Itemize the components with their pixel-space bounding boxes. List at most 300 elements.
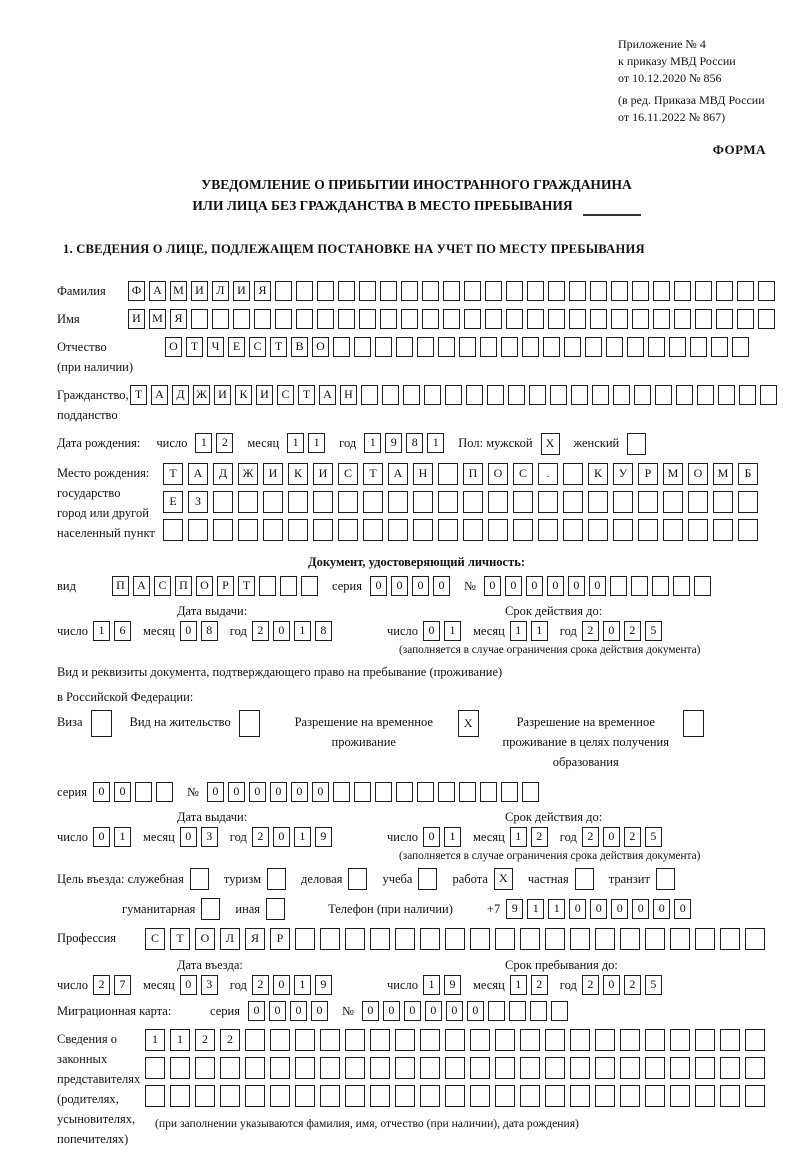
sex-male-checkbox [541,433,564,455]
form-cell: А [133,576,150,596]
form-cell: С [338,463,358,485]
form-cell: И [256,385,273,405]
form-cell [438,782,455,802]
form-cell [296,281,313,301]
validity-note: (заполняется в случае ограничения срока действия документа) [399,850,701,862]
res-valid-day-cells [423,827,465,847]
form-cell: З [188,491,208,513]
form-cell [420,1029,440,1051]
firstname-label: Имя [57,312,80,326]
year-label: год [559,977,577,992]
phone-cells [506,899,695,919]
purpose-humanitarian-label: гуманитарная [122,901,196,916]
birthplace-row [57,463,776,547]
form-cell [348,868,367,890]
form-cell [438,337,455,357]
form-cell: И [214,385,231,405]
form-cell: 0 [590,899,607,919]
migration-card-label: Миграционная карта: [57,1004,172,1018]
form-cell [463,519,483,541]
purpose-private-label: частная [527,871,569,886]
form-cell [648,337,665,357]
form-cell: 0 [207,782,224,802]
form-cell [620,1085,640,1107]
form-cell [418,868,437,890]
birthplace-cells-row1 [163,463,763,485]
form-cell [716,309,733,329]
form-cell [445,1057,465,1079]
form-cell [695,309,712,329]
form-cell [295,1057,315,1079]
citizenship-row [57,385,776,425]
form-cell [487,385,504,405]
day-label: число [387,623,419,638]
form-cell [480,337,497,357]
form-cell [720,1085,740,1107]
form-cell: 0 [290,1001,307,1021]
birthplace-label-line1: Место рождения: [57,466,150,480]
stay-year-cells [582,975,666,995]
form-cell: 2 [252,827,269,847]
entry-dates-block [57,958,776,995]
form-cell: М [170,281,187,301]
form-cell [570,1029,590,1051]
form-cell [522,337,539,357]
form-cell [645,1085,665,1107]
month-label: месяц [143,623,175,638]
form-cell [513,491,533,513]
form-cell: 0 [180,975,197,995]
form-cell: 0 [93,782,110,802]
form-cell [620,1057,640,1079]
form-cell [548,281,565,301]
patronymic-row [57,337,776,377]
form-cell [688,519,708,541]
form-cell [345,928,365,950]
form-cell: Д [213,463,233,485]
form-cell [592,385,609,405]
form-cell [317,281,334,301]
form-cell [361,385,378,405]
form-cell [690,337,707,357]
form-cell: 1 [510,827,527,847]
form-cell [270,1085,290,1107]
form-cell: 0 [370,576,387,596]
res-number-cells [207,782,543,802]
residence-dates-block [57,810,776,862]
form-cell: Н [340,385,357,405]
doc-kind-label: вид [57,579,76,593]
form-cell [538,519,558,541]
guardians-cells-row1 [145,1029,770,1051]
form-cell: 0 [312,782,329,802]
form-cell: Т [186,337,203,357]
form-cell [745,1057,765,1079]
form-cell [720,1029,740,1051]
citizenship-label [57,385,130,425]
form-cell [506,281,523,301]
month-label: месяц [473,977,505,992]
form-cell [320,1085,340,1107]
form-cell [545,1085,565,1107]
stay-day-cells [423,975,465,995]
form-cell: О [195,928,215,950]
form-cell [543,337,560,357]
form-cell: 5 [645,827,662,847]
doc-issue-year-cells [252,621,336,641]
form-cell [354,782,371,802]
form-cell: И [233,281,250,301]
form-cell: И [128,309,145,329]
form-cell: А [188,463,208,485]
form-cell: Е [163,491,183,513]
year-label: год [559,829,577,844]
form-cell [301,576,318,596]
form-cell: 0 [603,975,620,995]
form-cell: С [513,463,533,485]
form-cell [156,782,173,802]
form-cell [613,519,633,541]
form-cell: Р [270,928,290,950]
form-cell [632,309,649,329]
form-cell: С [249,337,266,357]
form-cell [638,519,658,541]
form-cell: 2 [531,827,548,847]
form-cell: 0 [467,1001,484,1021]
patronymic-label-line1: Отчество [57,340,107,354]
form-cell [673,576,690,596]
form-cell [527,309,544,329]
res-valid-until-header: Срок действия до: [505,810,603,824]
form-cell [438,463,458,485]
form-cell: Р [217,576,234,596]
form-cell: Ч [207,337,224,357]
form-cell: 0 [568,576,585,596]
form-cell [595,1057,615,1079]
visa-checkbox [91,710,116,737]
form-cell [345,1057,365,1079]
birthdate-row [57,433,776,455]
form-cell [195,1085,215,1107]
form-cell [480,782,497,802]
form-cell: К [588,463,608,485]
doc-valid-day-cells [423,621,465,641]
form-cell [590,309,607,329]
annex-line: от 10.12.2020 № 856 [618,71,722,85]
form-cell [613,491,633,513]
form-cell: 0 [569,899,586,919]
doc-issue-month-cells [180,621,222,641]
form-cell: 8 [315,621,332,641]
form-cell [382,385,399,405]
form-cell [611,309,628,329]
form-cell [263,491,283,513]
form-cell [359,281,376,301]
form-cell [520,1057,540,1079]
form-cell: 1 [170,1029,190,1051]
form-cell [520,1085,540,1107]
form-cell: П [112,576,129,596]
guardians-label [57,1029,145,1149]
form-cell [413,519,433,541]
form-cell [396,337,413,357]
res-valid-month-cells [510,827,552,847]
year-label: год [229,829,247,844]
form-cell: Т [163,463,183,485]
residence-doc-number-row [57,782,776,802]
form-cell: 0 [446,1001,463,1021]
form-cell: 0 [228,782,245,802]
form-cell [417,337,434,357]
form-cell [663,491,683,513]
form-cell: К [288,463,308,485]
form-cell [375,337,392,357]
form-cell [695,928,715,950]
form-cell [670,928,690,950]
form-cell: 1 [527,899,544,919]
form-cell [570,928,590,950]
form-cell: Б [738,463,758,485]
form-cell [509,1001,526,1021]
guardians-label-line5: усыновителях, [57,1112,136,1126]
form-cell: С [154,576,171,596]
residence-doc-type-row [57,712,776,772]
form-cell [295,1085,315,1107]
purpose-business-label: деловая [301,871,343,886]
form-cell [669,337,686,357]
form-cell [470,1085,490,1107]
birthplace-cells-row3 [163,519,763,541]
sex-female-label: женский [573,436,620,450]
form-cell: 2 [93,975,110,995]
form-cell [320,928,340,950]
form-cell [488,519,508,541]
form-cell [495,1029,515,1051]
form-cell [611,281,628,301]
form-cell: 2 [195,1029,215,1051]
form-cell [395,1057,415,1079]
title-line2: ИЛИ ЛИЦА БЕЗ ГРАЖДАНСТВА В МЕСТО ПРЕБЫВАНИЯ [192,198,573,213]
form-cell [238,519,258,541]
form-cell [670,1057,690,1079]
form-cell [760,385,777,405]
purpose-official-label: Цель въезда: служебная [57,871,184,886]
res-number-label: № [186,785,199,799]
annex-line: (в ред. Приказа МВД России [618,93,765,107]
form-cell: 2 [252,975,269,995]
day-label: число [57,977,89,992]
form-cell [485,281,502,301]
form-cell: О [312,337,329,357]
form-cell: 1 [423,975,440,995]
form-cell: У [613,463,633,485]
annex-line: к приказу МВД России [618,54,736,68]
purpose-work-label: работа [452,871,488,886]
form-cell [585,337,602,357]
birthplace-label-line3: город или другой [57,506,149,520]
form-cell: 3 [201,975,218,995]
form-cell: 1 [444,827,461,847]
firstname-cells [128,309,779,329]
birth-day-cells [195,433,237,453]
form-cell [638,491,658,513]
birthdate-label: Дата рождения: [57,436,141,450]
form-cell [530,1001,547,1021]
form-cell: X [541,433,560,455]
doc-dates-block [57,604,776,656]
form-cell [459,782,476,802]
form-cell [595,1085,615,1107]
form-cell: Т [130,385,147,405]
doc-issue-date-header: Дата выдачи: [177,604,248,618]
validity-note: (заполняется в случае ограничения срока действия документа) [399,644,701,656]
title-line1: УВЕДОМЛЕНИЕ О ПРИБЫТИИ ИНОСТРАННОГО ГРАЖДАНИНА [201,177,632,192]
form-cell [388,519,408,541]
form-cell: 0 [423,621,440,641]
form-cell: 2 [220,1029,240,1051]
form-cell [575,868,594,890]
form-cell [563,463,583,485]
purpose-transit-checkbox [656,868,679,890]
form-cell [233,309,250,329]
identity-doc-header: Документ, удостоверяющий личность: [308,555,525,569]
form-cell: 2 [216,433,233,453]
form-cell: 1 [531,621,548,641]
doc-series-label: серия [332,579,362,593]
form-cell [295,1029,315,1051]
form-cell: Т [170,928,190,950]
form-cell: Л [220,928,240,950]
form-cell: 1 [364,433,381,453]
form-cell: Н [413,463,433,485]
form-cell: 6 [114,621,131,641]
form-cell: Я [254,281,271,301]
form-cell [354,337,371,357]
form-cell [485,309,502,329]
form-cell: 0 [484,576,501,596]
form-cell [590,281,607,301]
firstname-row [57,309,776,329]
form-cell [545,1057,565,1079]
form-cell [135,782,152,802]
birthplace-label [57,463,163,543]
form-cell [338,491,358,513]
form-cell [745,1029,765,1051]
form-cell: 8 [406,433,423,453]
birthplace-cells-row2 [163,491,763,513]
form-cell [445,928,465,950]
month-label: месяц [247,436,280,450]
form-cell [548,309,565,329]
guardians-label-line4: (родителях, [57,1092,119,1106]
doc-valid-year-cells [582,621,666,641]
doc-issue-day-cells [93,621,135,641]
form-cell [270,1057,290,1079]
form-cell: 0 [547,576,564,596]
form-cell: А [319,385,336,405]
form-cell [683,710,704,737]
form-cell [610,576,627,596]
form-cell [396,782,413,802]
form-cell [424,385,441,405]
form-cell [713,491,733,513]
mig-number-cells [362,1001,572,1021]
purpose-private-checkbox [575,868,598,890]
form-cell [588,519,608,541]
month-label: месяц [143,829,175,844]
form-cell [266,898,285,920]
form-cell [422,309,439,329]
year-label: год [229,977,247,992]
form-cell: С [145,928,165,950]
form-cell [569,309,586,329]
form-cell [563,491,583,513]
form-cell [688,491,708,513]
form-cell [550,385,567,405]
form-cell [464,281,481,301]
sex-male-label: Пол: мужской [458,436,533,450]
form-cell [758,281,775,301]
form-cell [697,385,714,405]
form-cell [220,1057,240,1079]
form-cell [443,309,460,329]
form-cell [522,782,539,802]
form-cell: Я [170,309,187,329]
entry-year-cells [252,975,336,995]
purpose-transit-label: транзит [608,871,650,886]
form-cell [695,281,712,301]
doc-series-cells [370,576,454,596]
res-issue-month-cells [180,827,222,847]
form-cell [716,281,733,301]
form-cell [551,1001,568,1021]
form-cell [395,1029,415,1051]
form-cell [694,576,711,596]
form-cell [655,385,672,405]
day-label: число [387,829,419,844]
form-cell: 0 [270,782,287,802]
form-cell: 0 [391,576,408,596]
residence-doc-line1: Вид и реквизиты документа, подтверждающего право на пребывание (проживание) [57,665,503,679]
form-cell [563,519,583,541]
purpose-tourism-label: туризм [223,871,262,886]
patronymic-cells [165,337,753,357]
form-cell [631,576,648,596]
temp-residence-edu-label: Разрешение на временное проживание в целях получения образования [502,715,669,769]
guardians-row [57,1029,776,1149]
form-cell [317,309,334,329]
form-cell [620,928,640,950]
form-cell: 0 [249,782,266,802]
form-cell [676,385,693,405]
doc-kind-cells [112,576,322,596]
form-cell: 3 [201,827,218,847]
form-cell: Т [298,385,315,405]
form-cell: 2 [252,621,269,641]
form-cell: 1 [294,621,311,641]
form-cell [653,281,670,301]
form-cell [495,928,515,950]
form-cell: О [488,463,508,485]
form-cell: 9 [315,827,332,847]
form-cell [422,281,439,301]
phone-label: Телефон (при наличии) [328,901,453,916]
form-cell [333,782,350,802]
phone-prefix-label: +7 [486,901,501,916]
form-cell [267,868,286,890]
residence-permit-label: Вид на жительство [129,715,231,729]
form-cell: 0 [632,899,649,919]
